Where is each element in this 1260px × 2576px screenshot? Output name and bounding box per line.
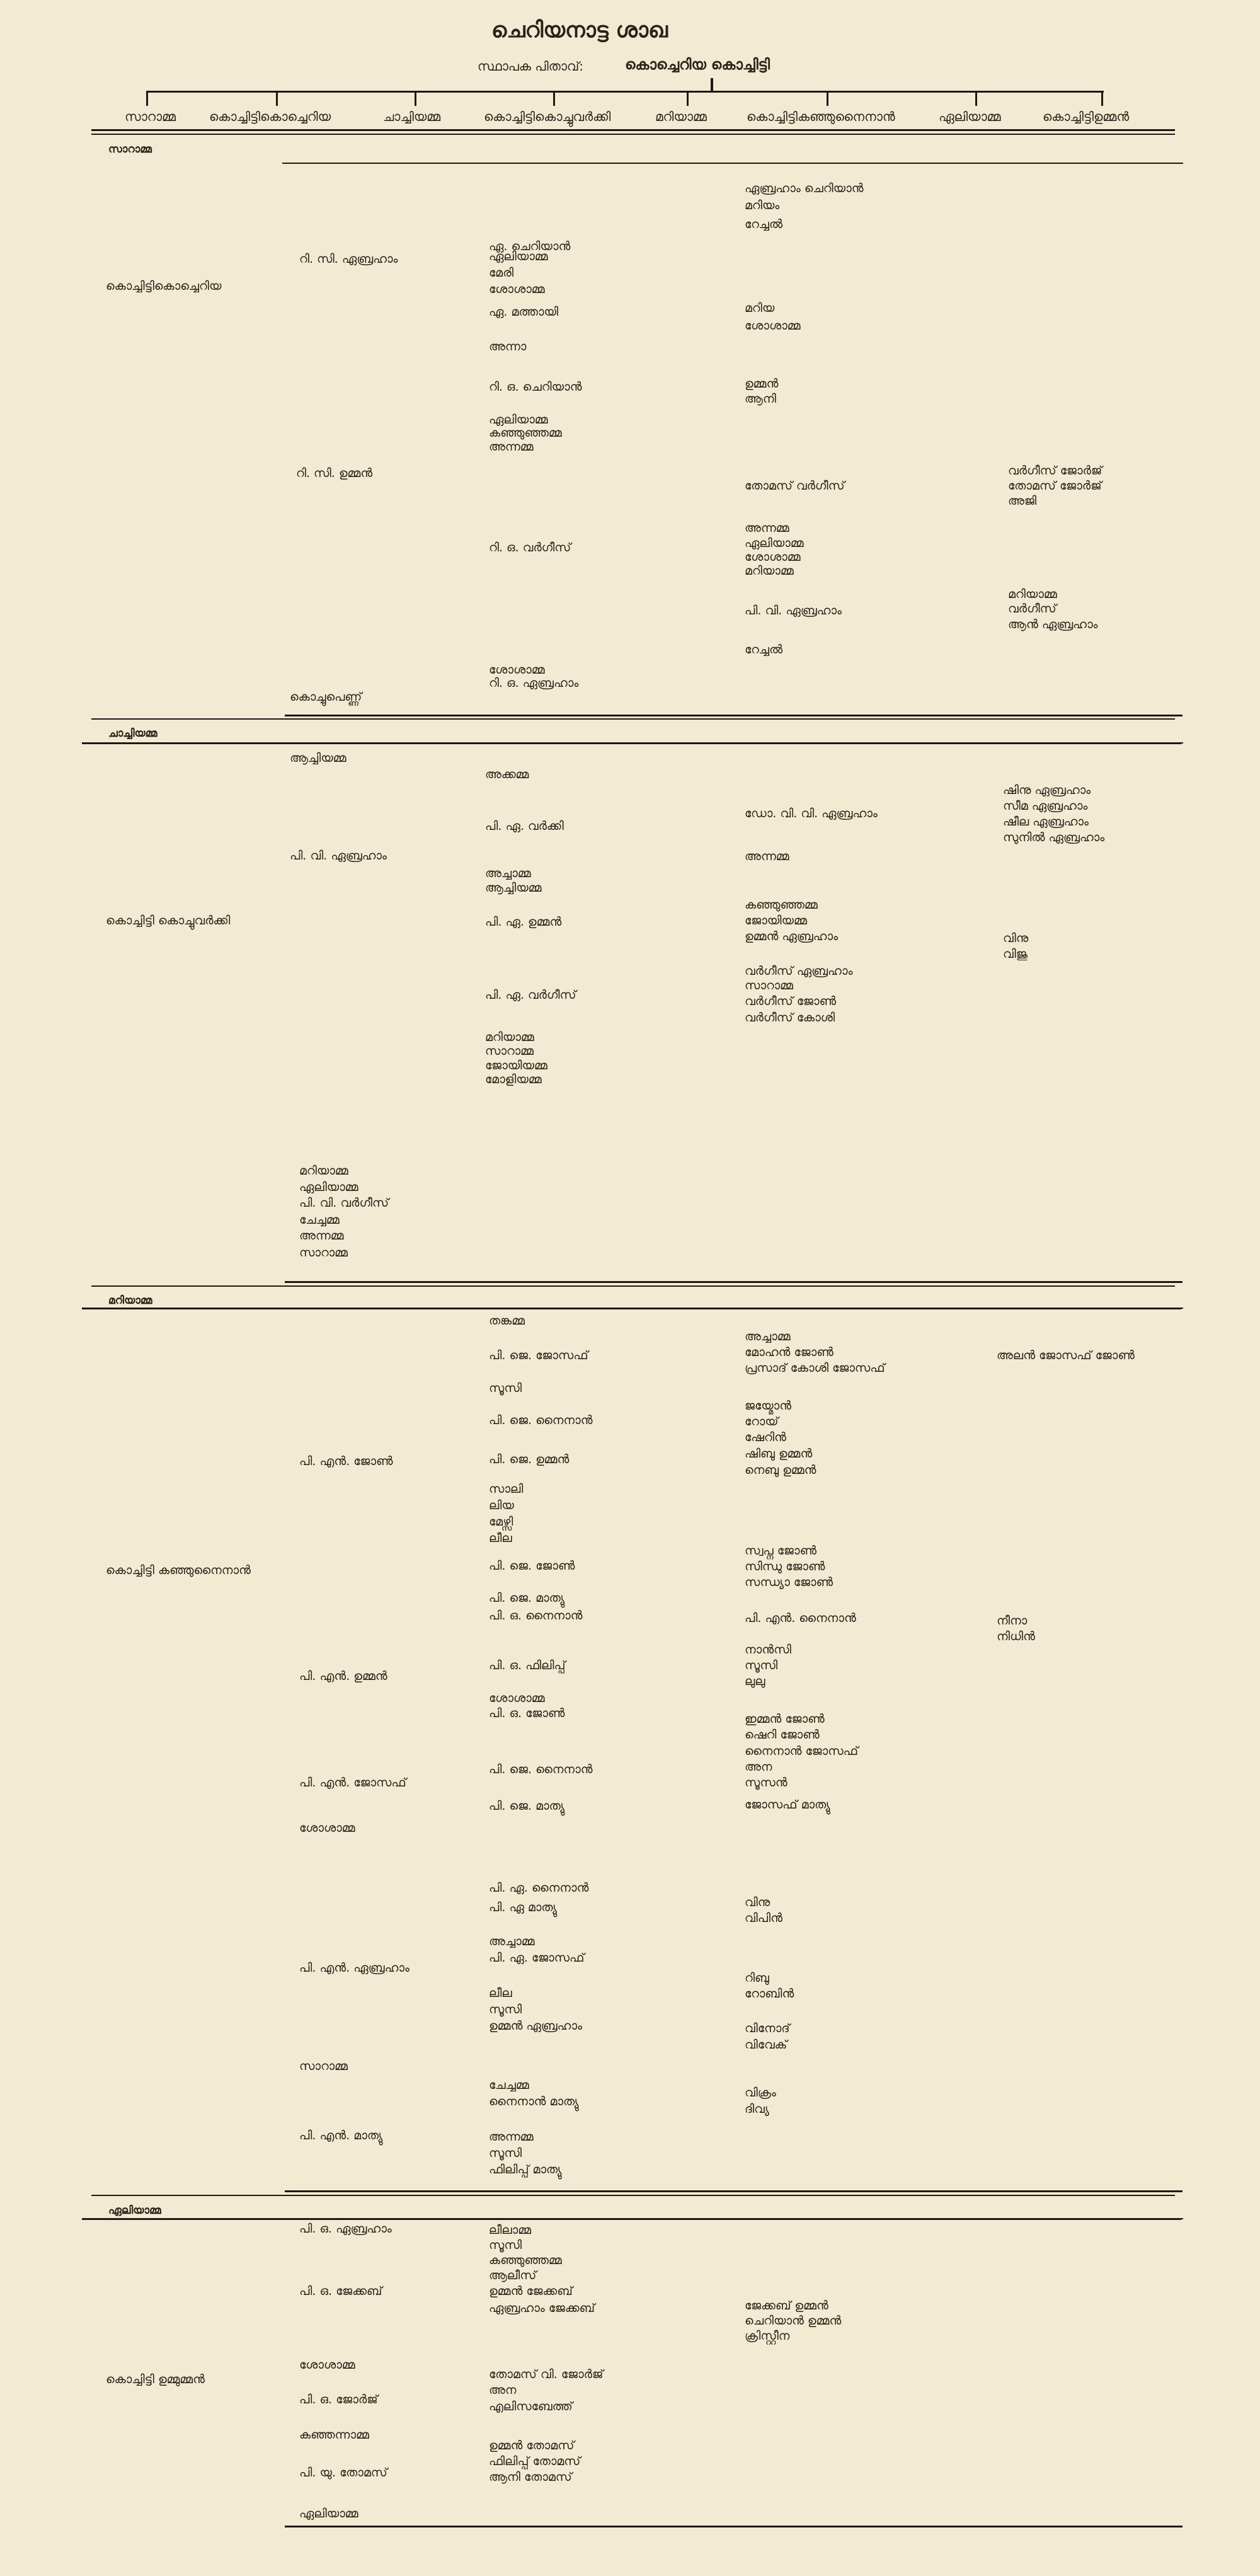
- person-gen4: റോബിൻ: [745, 1987, 794, 2001]
- founder-label: സ്ഥാപക പിതാവ്:: [478, 59, 583, 74]
- person-gen3: ശോശാമ്മ: [489, 1691, 545, 1705]
- person-gen2: മറിയാമ്മ: [299, 1164, 348, 1178]
- person-gen3: അന്നമ്മ: [489, 440, 534, 454]
- person-gen2: ശോശാമ്മ: [299, 1821, 355, 1835]
- person-gen4: വർഗീസ് ഏബ്രഹാം: [745, 964, 853, 978]
- person-gen5: നീനാ: [997, 1614, 1028, 1628]
- person-gen3: പി. ഏ. വർഗീസ്: [485, 988, 576, 1002]
- person-gen5: ഷിനു ഏബ്രഹാം: [1003, 783, 1091, 797]
- person-gen4: റിബു: [745, 1971, 769, 1985]
- child-name: സാറാമ്മ: [125, 109, 176, 124]
- person-gen2: പി. ഒ. ജോർജ്: [299, 2393, 378, 2406]
- person-gen2: ചേച്ചമ്മ: [299, 1213, 340, 1227]
- person-gen5: വർഗീസ് ജോർജ്: [1008, 464, 1102, 478]
- person-gen3: റി. ഒ. വർഗീസ്: [489, 541, 571, 555]
- tree-stem: [711, 78, 713, 92]
- person-gen3: അച്ചാമ്മ: [485, 866, 531, 880]
- person-gen4: സൂസൻ: [745, 1776, 788, 1790]
- child-name: ചാച്ചിയമ്മ: [383, 109, 441, 124]
- person-gen3: ഏ. ചെറിയാൻ: [489, 239, 571, 253]
- person-gen2: പി. ഒ. ജേക്കബ്: [299, 2284, 382, 2298]
- person-gen2: കഞ്ഞന്നാമ്മ: [299, 2428, 369, 2442]
- person-gen4: ഏലിയാമ്മ: [745, 536, 804, 550]
- child-connector: [415, 92, 416, 106]
- child-connector: [553, 92, 555, 106]
- person-gen3: പി. ഏ. നൈനാൻ: [489, 1881, 589, 1895]
- person-gen2: അന്നമ്മ: [299, 1229, 344, 1243]
- person-gen4: സ്വപ്ന ജോൺ: [745, 1544, 817, 1558]
- section-heading: ഏലിയാമ്മ: [108, 2204, 161, 2217]
- person-gen3: എലിസബേത്ത്: [489, 2400, 573, 2413]
- person-gen4: റോയ്: [745, 1415, 779, 1429]
- person-gen3: ലീല: [489, 1531, 512, 1545]
- section-bottom-rule: [285, 715, 1183, 716]
- child-connector: [276, 92, 278, 106]
- person-gen3: പി. ജെ. നൈനാൻ: [489, 1413, 593, 1427]
- person-gen4: പി. എൻ. നൈനാൻ: [745, 1611, 856, 1625]
- person-gen3: അന്നമ്മ: [489, 2130, 534, 2144]
- person-gen3: മേഴ്സി: [489, 1515, 513, 1529]
- person-gen2: പി. എൻ. മാത്യു: [299, 2129, 383, 2142]
- person-gen4: മറിയ: [745, 301, 775, 315]
- child-connector: [975, 92, 977, 106]
- person-gen3: റി. ഒ. ഏബ്രഹാം: [489, 676, 579, 690]
- person-gen3: പി. ഏ. വർക്കി: [485, 819, 564, 833]
- person-gen3: പി. ഏ. ജോസഫ്: [489, 1951, 585, 1965]
- person-gen3: മേരി: [489, 266, 514, 280]
- person-gen4: ലുലു: [745, 1674, 765, 1688]
- person-gen4: ഡോ. വി. വി. ഏബ്രഹാം: [745, 807, 878, 820]
- section-bottom-rule: [285, 1281, 1183, 1283]
- person-gen3: സൂസി: [489, 1381, 522, 1395]
- child-name: കൊച്ചിട്ടികൊച്ചുവർക്കി: [484, 109, 611, 124]
- child-connector: [687, 92, 689, 106]
- person-gen3: നൈനാൻ മാത്യു: [489, 2095, 579, 2108]
- person-gen3: ശോശാമ്മ: [489, 282, 545, 296]
- person-gen4: ആനി: [745, 392, 776, 406]
- person-gen3: അക്കമ്മ: [485, 768, 529, 781]
- section-heading: മറിയാമ്മ: [108, 1294, 152, 1307]
- root-person: കൊച്ചിട്ടികൊച്ചെറിയ: [106, 279, 222, 293]
- section-subrule: [282, 163, 1183, 164]
- header-rule: [91, 129, 1175, 131]
- person-gen3: പി. ജെ. മാത്യു: [489, 1799, 565, 1813]
- person-gen4: പ്രസാദ് കോശി ജോസഫ്: [745, 1361, 885, 1375]
- person-gen2: പി. വി. ഏബ്രഹാം: [290, 849, 387, 863]
- person-gen5: സുനിൽ ഏബ്രഹാം: [1003, 831, 1105, 844]
- person-gen4: വർഗീസ് ജോൺ: [745, 994, 837, 1008]
- section-rule: [91, 1285, 1175, 1287]
- person-gen4: ഉമ്മൻ: [745, 377, 779, 391]
- person-gen4: ശോശാമ്മ: [745, 319, 801, 333]
- person-gen4: വിനു: [745, 1895, 770, 1909]
- person-gen3: പി. ജെ. ജോൺ: [489, 1559, 575, 1573]
- person-gen3: ലീലാമ്മ: [489, 2223, 531, 2237]
- person-gen5: മറിയാമ്മ: [1008, 587, 1057, 601]
- person-gen2: കൊച്ചുപെണ്ണ്: [290, 690, 362, 704]
- child-connector: [827, 92, 828, 106]
- person-gen2: പി. എൻ. ജോൺ: [299, 1454, 393, 1468]
- person-gen4: പി. വി. ഏബ്രഹാം: [745, 604, 842, 618]
- person-gen4: ജോസഫ് മാത്യു: [745, 1798, 830, 1812]
- person-gen4: ഉമ്മൻ ഏബ്രഹാം: [745, 929, 839, 943]
- person-gen2: സാറാമ്മ: [299, 1246, 348, 1260]
- person-gen2: പി. എൻ. ഏബ്രഹാം: [299, 1961, 410, 1975]
- person-gen4: മോഹൻ ജോൺ: [745, 1345, 833, 1359]
- person-gen4: തോമസ് വർഗീസ്: [745, 479, 845, 493]
- page-title: ചെറിയനാട്ട ശാഖ: [491, 18, 668, 43]
- person-gen3: ലിയ: [489, 1498, 514, 1512]
- person-gen4: ശോശാമ്മ: [745, 550, 801, 564]
- person-gen5: അജി: [1008, 494, 1037, 508]
- person-gen4: മറിയാമ്മ: [745, 564, 794, 578]
- section-heading: സാറാമ്മ: [108, 143, 152, 156]
- section-rule: [91, 2195, 1175, 2196]
- person-gen4: ദിവ്യ: [745, 2102, 769, 2116]
- person-gen3: സാലി: [489, 1482, 524, 1496]
- section-bottom-rule: [285, 2190, 1183, 2192]
- person-gen3: ഉമ്മൻ ജേക്കബ്: [489, 2284, 573, 2298]
- person-gen3: സൂസി: [489, 2003, 522, 2016]
- child-name: മറിയാമ്മ: [655, 109, 707, 124]
- person-gen3: ഏലിയാമ്മ: [489, 250, 548, 263]
- person-gen3: സൂസി: [489, 2238, 522, 2252]
- person-gen5: തോമസ് ജോർജ്: [1008, 479, 1102, 493]
- person-gen3: പി. ജെ. ഉമ്മൻ: [489, 1452, 570, 1466]
- child-name: കൊച്ചിട്ടികൊച്ചെറിയ: [209, 109, 331, 124]
- child-name: കൊച്ചിട്ടികഞ്ഞുനൈനാൻ: [747, 109, 895, 124]
- person-gen3: പി. ഏ. ഉമ്മൻ: [485, 915, 562, 929]
- person-gen4: ചെറിയാൻ ഉമ്മൻ: [745, 2314, 842, 2328]
- person-gen3: തോമസ് വി. ജോർജ്: [489, 2367, 604, 2381]
- person-gen4: നെബു ഉമ്മൻ: [745, 1463, 816, 1477]
- person-gen2: റി. സി. ഏബ്രഹാം: [299, 252, 398, 266]
- person-gen3: ആലീസ്: [489, 2268, 537, 2282]
- person-gen4: വിക്രം: [745, 2086, 776, 2100]
- person-gen4: അച്ചാമ്മ: [745, 1330, 791, 1343]
- person-gen3: ആനി തോമസ്: [489, 2470, 572, 2484]
- section-subrule: [282, 742, 1183, 744]
- person-gen4: അന: [745, 1760, 772, 1774]
- person-gen3: തങ്കമ്മ: [489, 1314, 525, 1328]
- person-gen3: പി. ഒ. ജോൺ: [489, 1706, 565, 1720]
- person-gen3: ചേച്ചമ്മ: [489, 2078, 529, 2092]
- person-gen4: സന്ധ്യാ ജോൺ: [745, 1575, 833, 1589]
- child-name: ഏലിയാമ്മ: [939, 109, 1001, 124]
- person-gen4: ക്രിസ്റ്റീന: [745, 2329, 790, 2343]
- person-gen3: അന്നാ: [489, 340, 527, 354]
- person-gen4: ഷെറി ജോൺ: [745, 1728, 820, 1742]
- person-gen2: ആച്ചിയമ്മ: [290, 751, 346, 765]
- person-gen3: അന: [489, 2383, 517, 2397]
- person-gen3: ശോശാമ്മ: [489, 663, 545, 677]
- person-gen4: ഇമ്മൻ ജോൺ: [745, 1712, 825, 1726]
- person-gen4: നാൻസി: [745, 1643, 791, 1657]
- person-gen2: റി. സി. ഉമ്മൻ: [296, 466, 373, 480]
- person-gen3: കഞ്ഞുഞ്ഞമ്മ: [489, 426, 562, 440]
- root-person: കൊച്ചിട്ടി കൊച്ചുവർക്കി: [106, 914, 231, 928]
- person-gen5: സീമ ഏബ്രഹാം: [1003, 799, 1088, 813]
- person-gen4: വിപിൻ: [745, 1911, 783, 1925]
- person-gen4: ജോയിയമ്മ: [745, 914, 807, 928]
- person-gen5: വർഗീസ്: [1008, 602, 1057, 616]
- person-gen4: മറിയം: [745, 198, 780, 212]
- person-gen3: പി. ഒ. ഫിലിപ്പ്: [489, 1659, 566, 1672]
- section-rule: [91, 134, 1175, 135]
- founder-name: കൊച്ചെറിയ കൊച്ചിട്ടി: [625, 57, 770, 73]
- person-gen2: പി. എൻ. ജോസഫ്: [299, 1776, 406, 1790]
- root-person: കൊച്ചിട്ടി ഉമ്മുമ്മൻ: [106, 2372, 205, 2386]
- person-gen3: സാറാമ്മ: [485, 1044, 534, 1058]
- person-gen5: ഷീല ഏബ്രഹാം: [1003, 815, 1089, 829]
- person-gen5: വിനു: [1003, 931, 1029, 945]
- person-gen4: കഞ്ഞുഞ്ഞമ്മ: [745, 898, 818, 912]
- person-gen4: സൂസി: [745, 1659, 778, 1672]
- tree-branch: [146, 91, 1104, 93]
- person-gen3: പി. ജെ. നൈനാൻ: [489, 1762, 593, 1776]
- person-gen3: പി. ഏ മാത്യു: [489, 1900, 557, 1914]
- person-gen5: വിജു: [1003, 947, 1028, 961]
- person-gen4: ഏബ്രഹാം ചെറിയാൻ: [745, 181, 864, 195]
- person-gen3: ഫിലിപ്പ് തോമസ്: [489, 2454, 581, 2468]
- person-gen3: റി. ഒ. ചെറിയാൻ: [489, 380, 582, 394]
- person-gen5: നിധിൻ: [997, 1630, 1035, 1643]
- person-gen3: ഉമ്മൻ ഏബ്രഹാം: [489, 2019, 583, 2033]
- person-gen5: അലൻ ജോസഫ് ജോൺ: [997, 1348, 1135, 1362]
- person-gen4: ജേക്കബ് ഉമ്മൻ: [745, 2299, 828, 2313]
- person-gen4: വർഗീസ് കോശി: [745, 1011, 835, 1025]
- person-gen4: അന്നമ്മ: [745, 849, 789, 863]
- person-gen2: ശോശാമ്മ: [299, 2358, 355, 2372]
- person-gen3: മോളിയമ്മ: [485, 1072, 542, 1086]
- person-gen2: സാറാമ്മ: [299, 2059, 348, 2073]
- person-gen4: അന്നമ്മ: [745, 521, 789, 535]
- person-gen3: മറിയാമ്മ: [485, 1030, 534, 1044]
- person-gen4: റേച്ചൽ: [745, 643, 783, 657]
- person-gen3: ലീല: [489, 1986, 512, 2000]
- person-gen2: പി. എൻ. ഉമ്മൻ: [299, 1669, 387, 1683]
- person-gen4: നൈനാൻ ജോസഫ്: [745, 1744, 859, 1758]
- section-subrule: [282, 2218, 1183, 2219]
- person-gen3: ഏ. മത്തായി: [489, 305, 559, 319]
- person-gen3: ഏബ്രഹാം ജേക്കബ്: [489, 2301, 595, 2315]
- person-gen2: ഏലിയാമ്മ: [299, 2507, 358, 2521]
- child-connector: [146, 92, 148, 106]
- person-gen3: പി. ഒ. നൈനാൻ: [489, 1609, 583, 1623]
- person-gen4: വിനോദ്: [745, 2021, 790, 2035]
- person-gen4: സാറാമ്മ: [745, 979, 793, 992]
- person-gen4: ഷേറിൻ: [745, 1430, 786, 1444]
- person-gen2: പി. ഒ. ഏബ്രഹാം: [299, 2222, 392, 2236]
- section-subrule: [282, 1308, 1183, 1309]
- person-gen3: പി. ജെ. മാത്യു: [489, 1591, 565, 1605]
- person-gen4: റേച്ചൽ: [745, 217, 783, 231]
- person-gen3: അച്ചാമ്മ: [489, 1935, 535, 1948]
- section-bottom-rule: [285, 2526, 1183, 2527]
- section-heading: ചാച്ചിയമ്മ: [108, 727, 158, 740]
- root-person: കൊച്ചിട്ടി കഞ്ഞുനൈനാൻ: [106, 1563, 251, 1577]
- person-gen3: കഞ്ഞുഞ്ഞമ്മ: [489, 2253, 562, 2267]
- person-gen4: വിവേക്: [745, 2038, 788, 2052]
- person-gen3: ജോയിയമ്മ: [485, 1059, 547, 1072]
- child-name: കൊച്ചിട്ടിഉമ്മൻ: [1043, 109, 1130, 124]
- person-gen2: ഏലിയാമ്മ: [299, 1180, 358, 1194]
- person-gen4: ജയ്മോൻ: [745, 1399, 792, 1413]
- person-gen4: ഷിബു ഉമ്മൻ: [745, 1447, 813, 1461]
- person-gen3: പി. ജെ. ജോസഫ്: [489, 1348, 588, 1362]
- person-gen2: പി. യു. തോമസ്: [299, 2466, 387, 2480]
- child-connector: [1101, 92, 1103, 106]
- person-gen3: സൂസി: [489, 2146, 522, 2160]
- section-rule: [91, 718, 1175, 720]
- person-gen5: ആൻ ഏബ്രഹാം: [1008, 618, 1098, 631]
- person-gen3: ഫിലിപ്പ് മാത്യു: [489, 2163, 562, 2176]
- person-gen3: ആച്ചിയമ്മ: [485, 881, 542, 895]
- person-gen4: സിന്ധു ജോൺ: [745, 1560, 825, 1573]
- person-gen3: ഉമ്മൻ തോമസ്: [489, 2439, 575, 2452]
- person-gen2: പി. വി. വർഗീസ്: [299, 1196, 389, 1210]
- person-gen3: ഏലിയാമ്മ: [489, 413, 548, 427]
